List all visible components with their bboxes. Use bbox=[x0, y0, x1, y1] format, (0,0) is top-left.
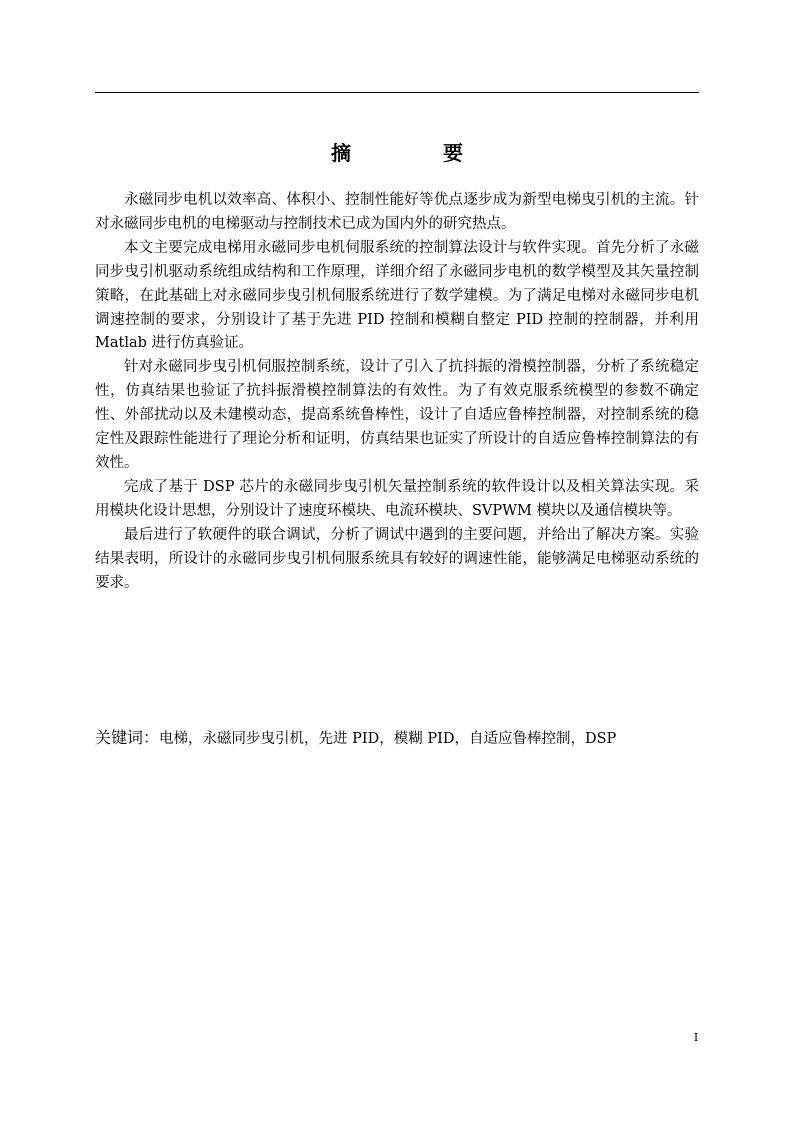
abstract-paragraph-3: 针对永磁同步曳引机伺服控制系统，设计了引入了抗抖振的滑模控制器，分析了系统稳定性，仿真结果也验证了抗抖振滑模控制算法的有效性。为了有效克服系统模型的参数不确定性、外部扰动以及未建模动态，提高系统鲁棒性，设计了自适应鲁棒控制器，对控制系统的稳定性及跟踪性能进行了理论分析和证明，仿真结果也证实了所设计的自适应鲁棒控制算法的有效性。 bbox=[95, 359, 699, 471]
page-number: I bbox=[693, 1031, 699, 1044]
abstract-paragraph-2: 本文主要完成电梯用永磁同步电机伺服系统的控制算法设计与软件实现。首先分析了永磁同步曳引机驱动系统组成结构和工作原理，详细介绍了永磁同步电机的数学模型及其矢量控制策略，在此基础上对永磁同步曳引机伺服系统进行了数学建模。为了满足电梯对永磁同步电机调速控制的要求，分别设计了基于先进 PID 控制和模糊自整定 PID 控制的控制器，并利用 Matlab 进行仿真验证。 bbox=[95, 239, 699, 352]
keywords-text: 电梯，永磁同步曳引机，先进 PID，模糊 PID，自适应鲁棒控制，DSP bbox=[159, 731, 617, 747]
abstract-paragraph-5: 最后进行了软硬件的联合调试，分析了调试中遇到的主要问题，并给出了解决方案。实验结果表明，所设计的永磁同步曳引机伺服系统具有较好的调速性能，能够满足电梯驱动系统的要求。 bbox=[95, 526, 699, 591]
header-rule bbox=[95, 92, 699, 93]
keywords-line bbox=[95, 726, 699, 751]
abstract-body bbox=[95, 189, 699, 595]
abstract-paragraph-4: 完成了基于 DSP 芯片的永磁同步曳引机矢量控制系统的软件设计以及相关算法实现。采用模块化设计思想，分别设计了速度环模块、电流环模块、SVPWM 模块以及通信模块等。 bbox=[95, 478, 699, 519]
keywords-label: 关键词： bbox=[95, 728, 160, 747]
page-title: 摘 要 bbox=[331, 141, 499, 165]
abstract-paragraph-1: 永磁同步电机以效率高、体积小、控制性能好等优点逐步成为新型电梯曳引机的主流。针对永磁同步电机的电梯驱动与控制技术已成为国内外的研究热点。 bbox=[95, 192, 699, 232]
